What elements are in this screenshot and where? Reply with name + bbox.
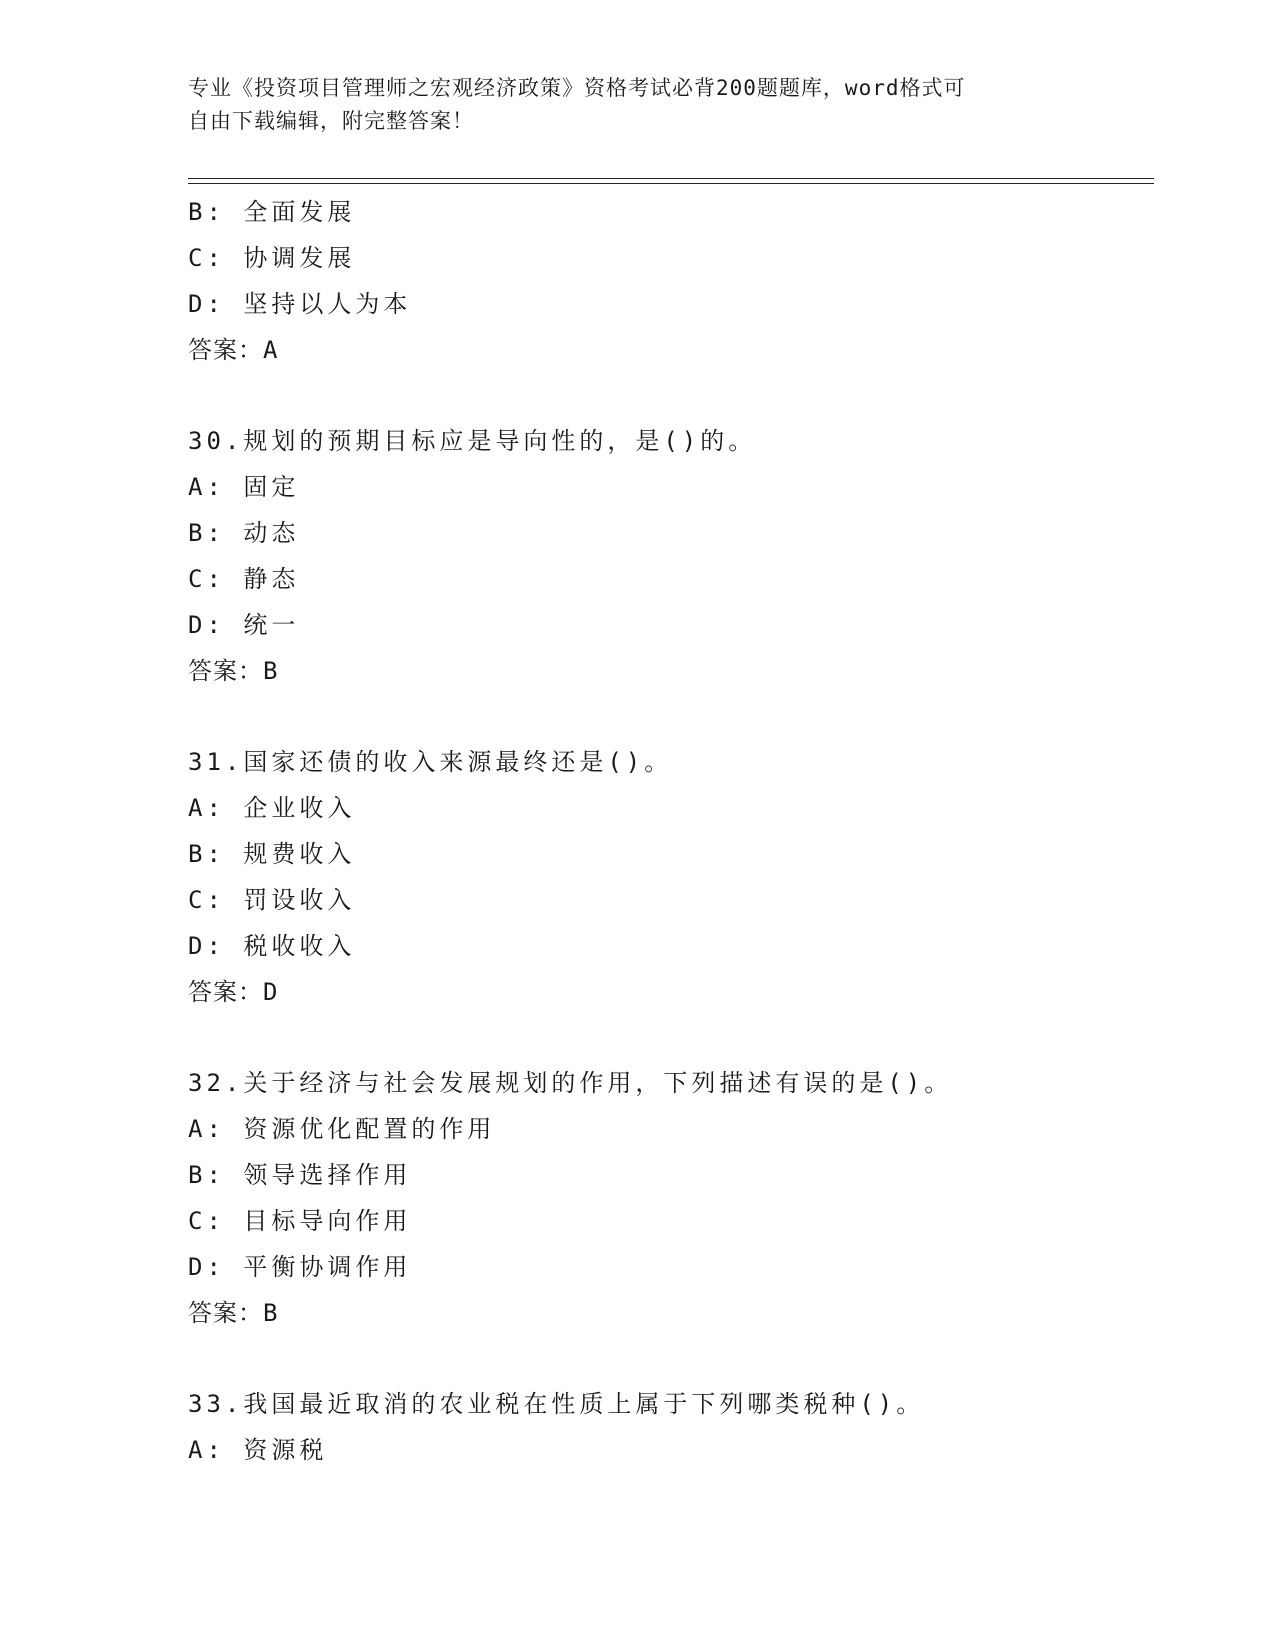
question-stem: 32.关于经济与社会发展规划的作用，下列描述有误的是()。 bbox=[188, 1069, 953, 1097]
answer-line: 答案：D bbox=[188, 978, 279, 1006]
option-d: D: 平衡协调作用 bbox=[188, 1253, 412, 1281]
option-d: D: 税收收入 bbox=[188, 932, 356, 960]
question-stem: 31.国家还债的收入来源最终还是()。 bbox=[188, 748, 673, 776]
document-header bbox=[188, 72, 1068, 138]
option-a: A: 资源税 bbox=[188, 1436, 328, 1464]
option-b: B: 全面发展 bbox=[188, 198, 356, 226]
question-gap bbox=[188, 694, 1148, 739]
question-block-continued bbox=[188, 189, 1148, 373]
question-gap bbox=[188, 1336, 1148, 1381]
question-gap bbox=[188, 373, 1148, 418]
answer-line: 答案：B bbox=[188, 657, 279, 685]
question-block-32 bbox=[188, 1060, 1148, 1336]
header-title-line-2: 自由下载编辑，附完整答案！ bbox=[188, 109, 474, 133]
option-c: C: 协调发展 bbox=[188, 244, 356, 272]
option-c: C: 罚设收入 bbox=[188, 886, 356, 914]
answer-line: 答案：B bbox=[188, 1299, 279, 1327]
answer-line: 答案：A bbox=[188, 336, 279, 364]
option-b: B: 领导选择作用 bbox=[188, 1161, 412, 1189]
question-block-30 bbox=[188, 418, 1148, 694]
question-block-31 bbox=[188, 739, 1148, 1015]
option-a: A: 企业收入 bbox=[188, 794, 356, 822]
header-divider-top bbox=[188, 178, 1154, 179]
option-d: D: 统一 bbox=[188, 611, 300, 639]
question-gap bbox=[188, 1015, 1148, 1060]
question-list bbox=[188, 189, 1148, 1473]
header-divider-bottom bbox=[188, 183, 1154, 184]
option-b: B: 规费收入 bbox=[188, 840, 356, 868]
option-b: B: 动态 bbox=[188, 519, 300, 547]
header-title-line-1: 专业《投资项目管理师之宏观经济政策》资格考试必背200题题库，word格式可 bbox=[188, 76, 966, 100]
question-block-33 bbox=[188, 1381, 1148, 1473]
option-c: C: 静态 bbox=[188, 565, 300, 593]
option-a: A: 资源优化配置的作用 bbox=[188, 1115, 496, 1143]
option-a: A: 固定 bbox=[188, 473, 300, 501]
question-stem: 33.我国最近取消的农业税在性质上属于下列哪类税种()。 bbox=[188, 1390, 925, 1418]
option-d: D: 坚持以人为本 bbox=[188, 290, 412, 318]
option-c: C: 目标导向作用 bbox=[188, 1207, 412, 1235]
question-stem: 30.规划的预期目标应是导向性的，是()的。 bbox=[188, 427, 757, 455]
